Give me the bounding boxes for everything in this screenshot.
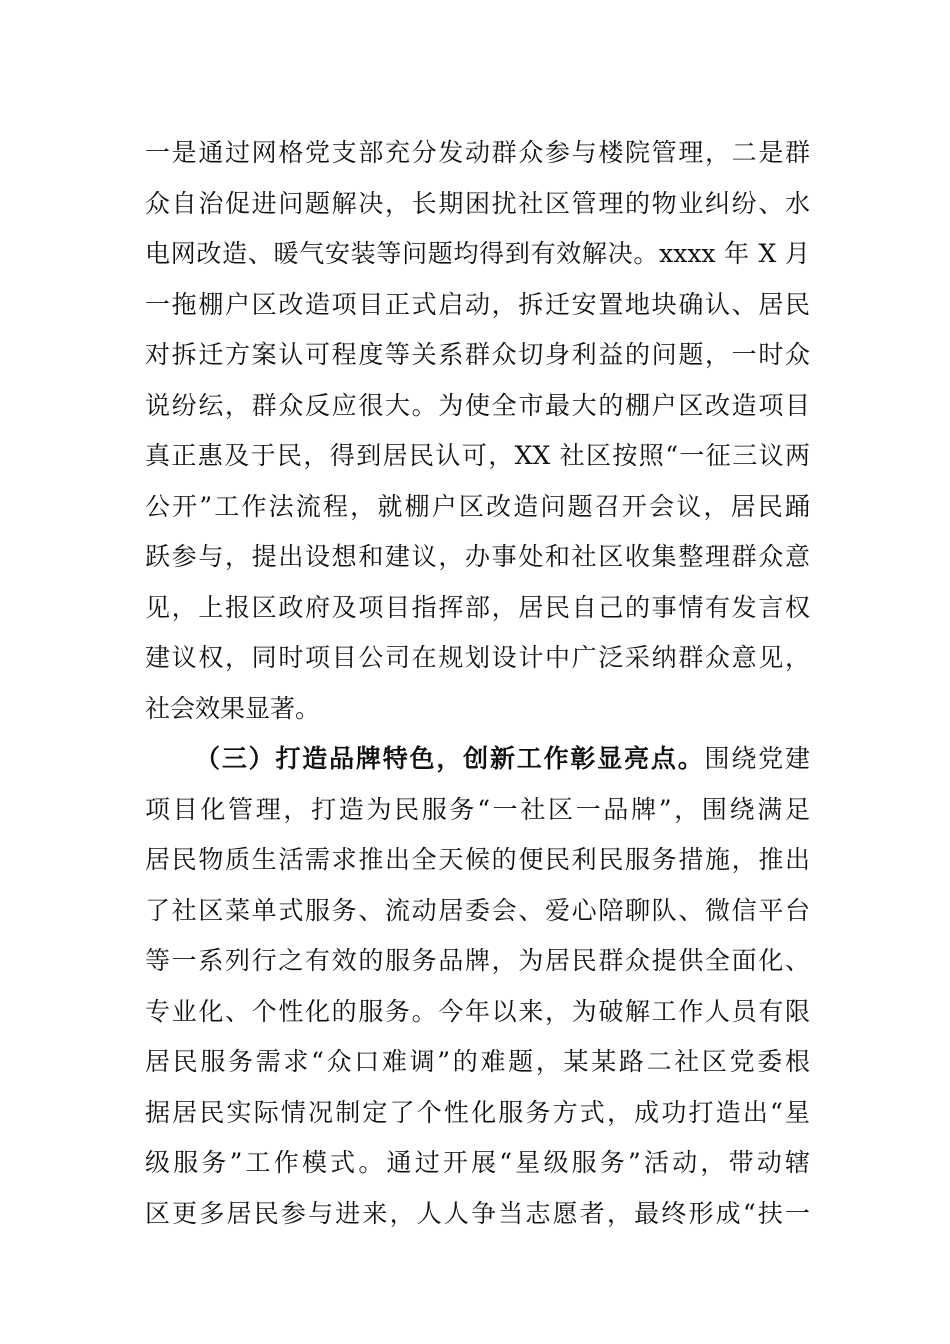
- text-line: 建议权，同时项目公司在规划设计中广泛采纳群众意见，: [145, 643, 810, 672]
- text-line: 一是通过网格党支部充分发动群众参与楼院管理，二是群: [145, 138, 810, 167]
- text-line: 众自治促进问题解决，长期困扰社区管理的物业纠纷、水: [145, 188, 810, 218]
- text-line: 公开”工作法流程，就棚户区改造问题召开会议，居民踊: [145, 491, 810, 521]
- text-line: 说纷纭，群众反应很大。为使全市最大的棚户区改造项目: [145, 390, 810, 420]
- section-heading: （三）打造品牌特色，创新工作彰显亮点。: [195, 744, 705, 773]
- text-line: 社会效果显著。: [145, 693, 321, 723]
- text-line: 级服务”工作模式。通过开展“星级服务”活动，带动辖: [145, 1148, 810, 1177]
- paragraph-1: [145, 128, 810, 734]
- text-line: [145, 734, 810, 785]
- text-line: 了社区菜单式服务、流动居委会、爱心陪聊队、微信平台: [145, 895, 810, 925]
- text-line: 专业化、个性化的服务。今年以来，为破解工作人员有限: [145, 996, 810, 1026]
- text-line: 电网改造、暖气安装等问题均得到有效解决。xxxx 年 X 月: [145, 239, 810, 268]
- paragraph-2: [145, 734, 810, 1239]
- text-line: 真正惠及于民，得到居民认可，XX 社区按照“一征三议两: [145, 441, 810, 470]
- text-line: 据居民实际情况制定了个性化服务方式，成功打造出“星: [145, 1097, 810, 1127]
- text-line: 居民服务需求“众口难调”的难题，某某路二社区党委根: [145, 1047, 810, 1076]
- heading-line-rest: 围绕党建: [704, 744, 810, 773]
- text-line: 项目化管理，打造为民服务“一社区一品牌”，围绕满足: [145, 794, 810, 824]
- text-line: 跃参与，提出设想和建议，办事处和社区收集整理群众意: [145, 542, 810, 571]
- text-line: 区更多居民参与进来，人人争当志愿者，最终形成“扶一: [145, 1198, 810, 1228]
- text-line: 等一系列行之有效的服务品牌，为居民群众提供全面化、: [145, 946, 810, 975]
- text-line: 一拖棚户区改造项目正式启动，拆迁安置地块确认、居民: [145, 289, 810, 319]
- text-line: 见，上报区政府及项目指挥部，居民自己的事情有发言权: [145, 592, 810, 622]
- document-body: [145, 128, 810, 1239]
- text-line: 居民物质生活需求推出全天候的便民利民服务措施，推出: [145, 845, 810, 874]
- text-line: 对拆迁方案认可程度等关系群众切身利益的问题，一时众: [145, 340, 810, 369]
